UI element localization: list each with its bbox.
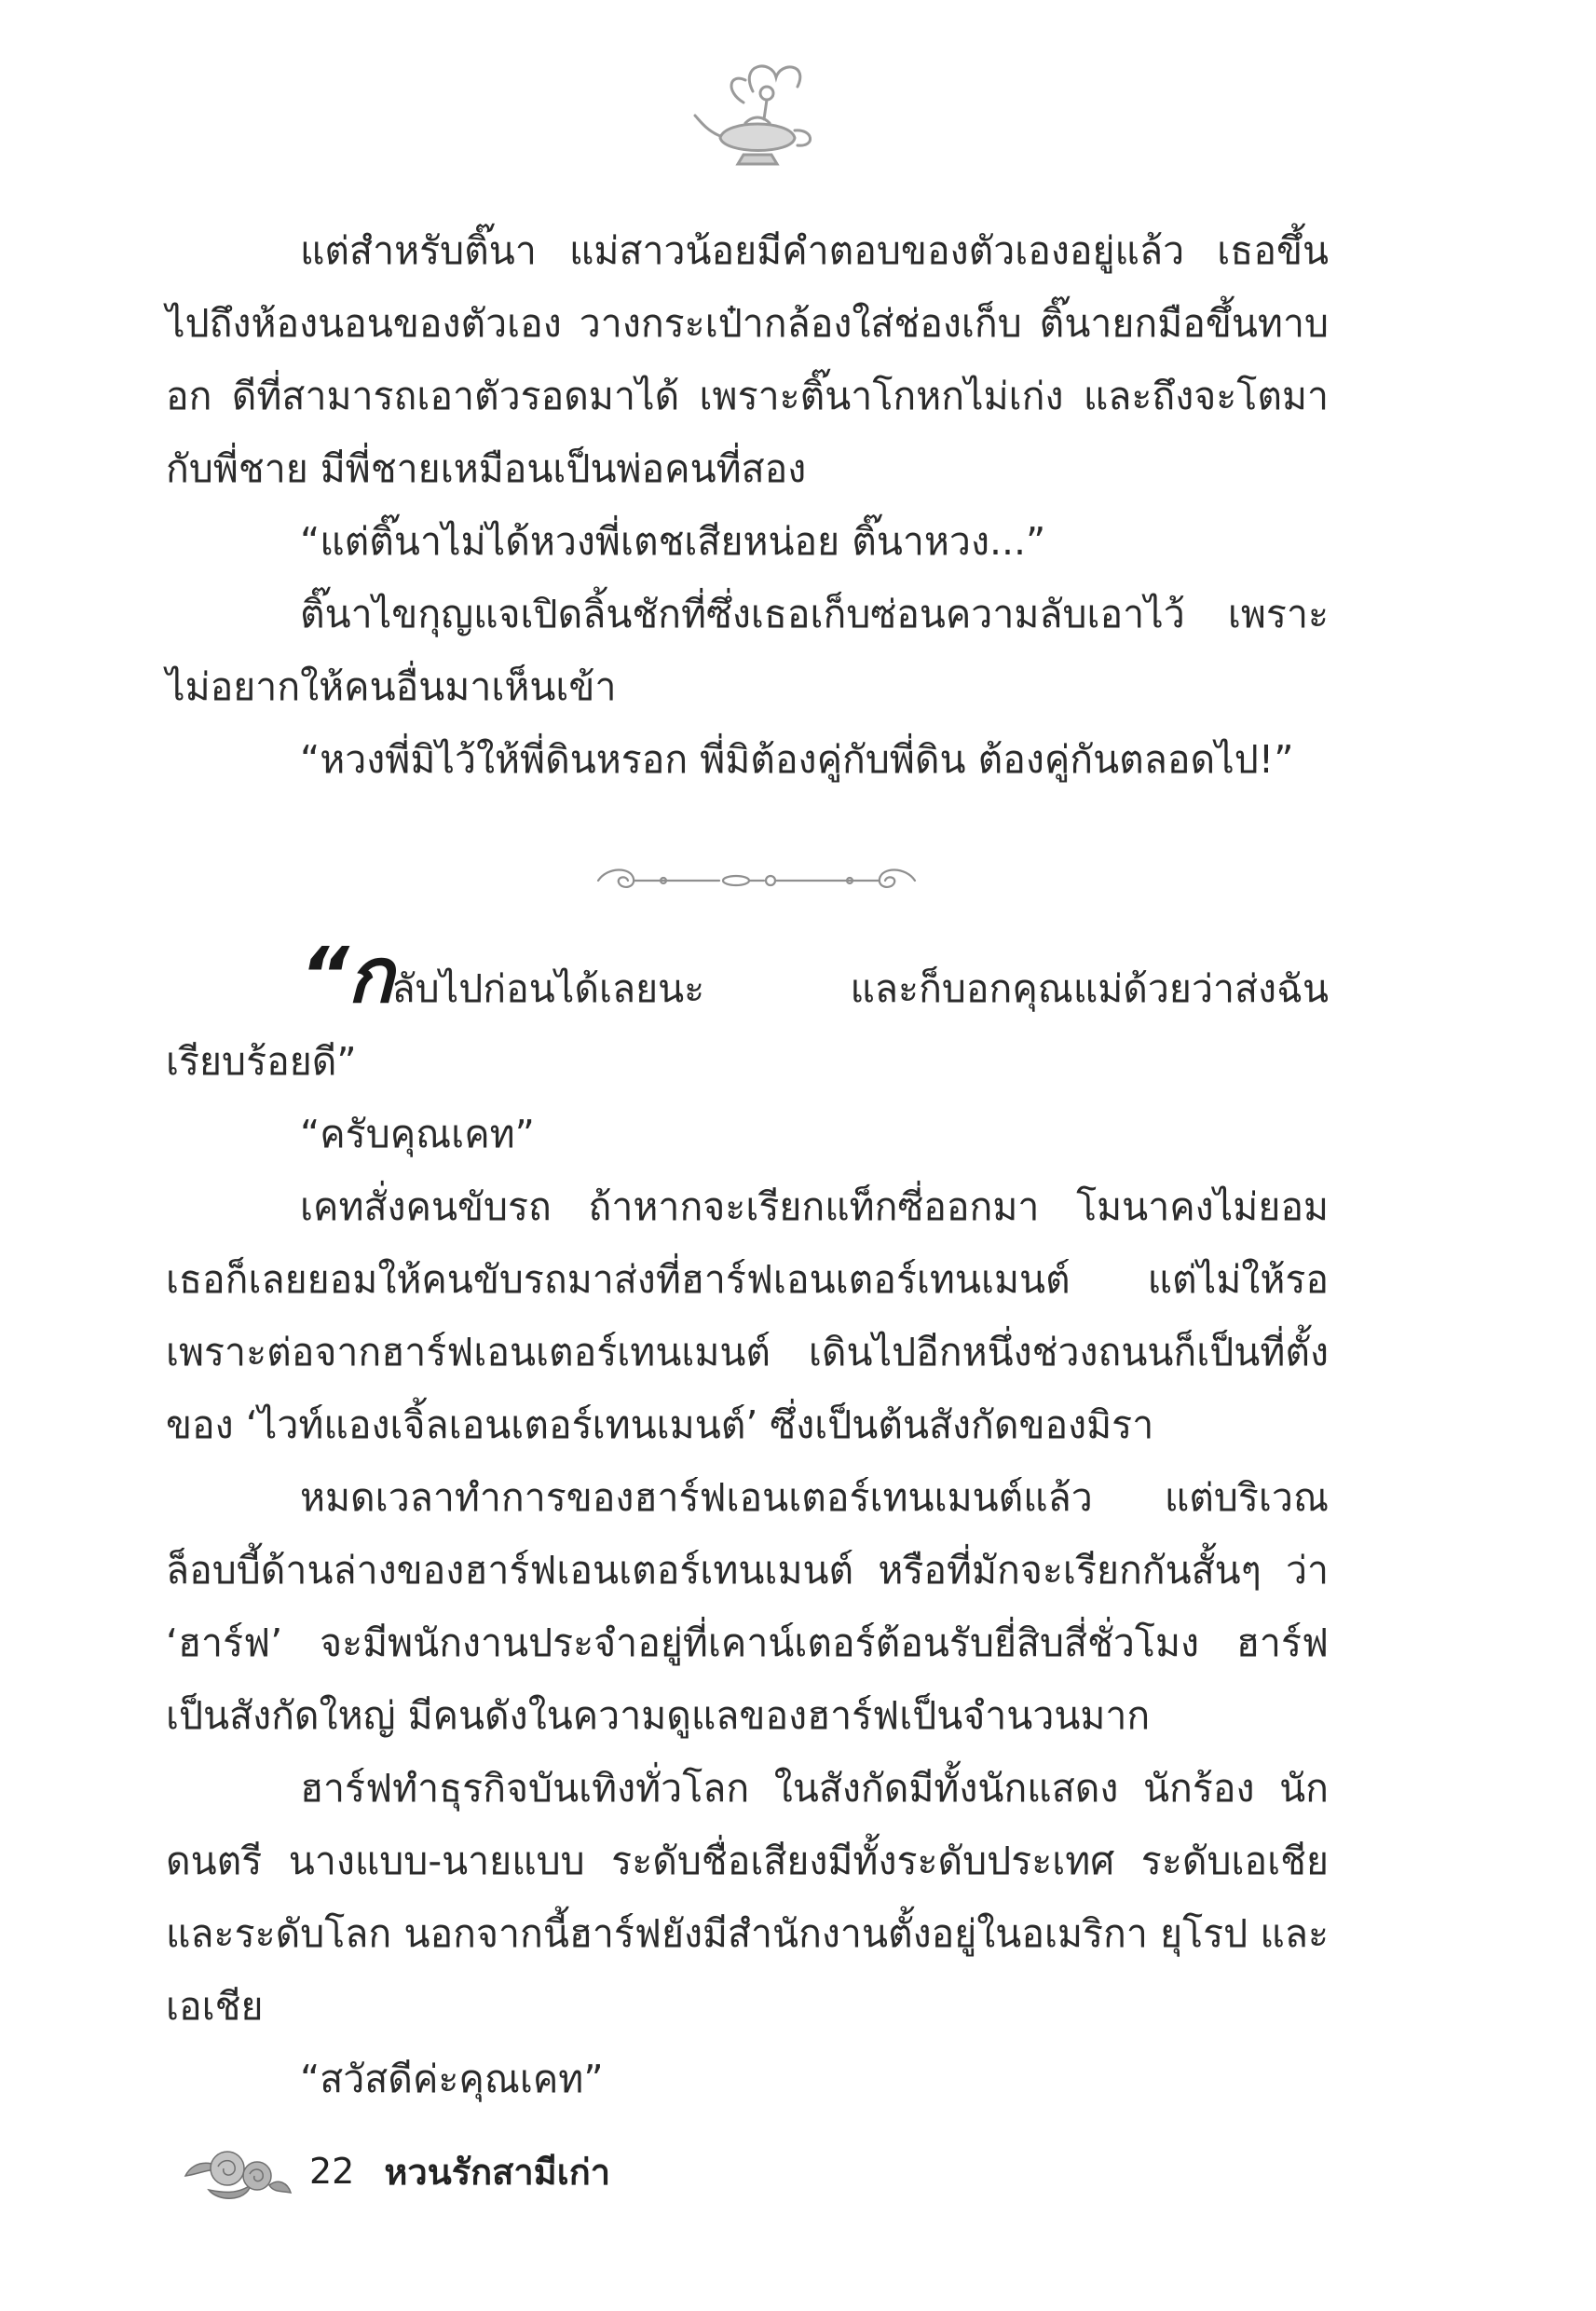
book-title: หวนรักสามีเก่า <box>384 2151 611 2193</box>
teapot-fairy-icon <box>688 54 827 175</box>
paragraph: ฮาร์ฟทำธุรกิจบันเทิงทั่วโลก ในสังกัดมีทั้งนักแสดง นักร้อง นักดนตรี นางแบบ-นายแบบ ระดับชื่อเสียงมีทั้งระดับประเทศ ระดับเอเชีย และระดับโลก นอกจากนี้ฮาร์ฟยังมีสำนักงานตั้งอยู่ในอเมริกา ยุโรป และเอเชีย <box>166 1766 1329 2029</box>
paragraph: ติ๊นาไขกุญแจเปิดลิ้นชักที่ซึ่งเธอเก็บซ่อนความลับเอาไว้ เพราะไม่อยากให้คนอื่นมาเห็นเข้า <box>166 592 1329 709</box>
rose-icon <box>181 2139 293 2204</box>
drop-cap: “ก <box>300 932 392 1020</box>
paragraph: “หวงพี่มิไว้ให้พี่ดินหรอก พี่มิต้องคู่กับพี่ดิน ต้องคู่กันตลอดไป!” <box>300 737 1294 782</box>
page-footer <box>181 2134 610 2208</box>
page-number: 22 <box>309 2151 355 2192</box>
paragraph: เคทสั่งคนขับรถ ถ้าหากจะเรียกแท็กซี่ออกมา โมนาคงไม่ยอมเธอก็เลยยอมให้คนขับรถมาส่งที่ฮาร์ฟเอนเตอร์เทนเมนต์ แต่ไม่ให้รอเพราะต่อจากฮาร์ฟเอนเตอร์เทนเมนต์ เดินไปอีกหนึ่งช่วงถนนก็เป็นที่ตั้งของ ‘ไวท์แองเจิ้ลเอนเตอร์เทนเมนต์’ ซึ่งเป็นต้นสังกัดของมิรา <box>166 1184 1329 1447</box>
paragraph: “สวัสดีค่ะคุณเคท” <box>300 2057 604 2101</box>
flourish-divider-icon <box>589 862 924 899</box>
paragraph-with-drop-cap <box>166 932 1329 1098</box>
paragraph: “ครับคุณเคท” <box>300 1112 535 1156</box>
paragraph: “แต่ติ๊นาไม่ได้หวงพี่เตชเสียหน่อย ติ๊นาหวง...” <box>300 519 1046 564</box>
paragraph-text: ลับไปก่อนได้เลยนะ และก็บอกคุณแม่ด้วยว่าส่งฉันเรียบร้อยดี” <box>166 966 1329 1084</box>
text-section-1 <box>166 214 1329 796</box>
paragraph: แต่สำหรับติ๊นา แม่สาวน้อยมีคำตอบของตัวเองอยู่แล้ว เธอขึ้นไปถึงห้องนอนของตัวเอง วางกระเป๋ากล้องใส่ช่องเก็บ ติ๊นายกมือขึ้นทาบอก ดีที่สามารถเอาตัวรอดมาได้ เพราะติ๊นาโกหกไม่เก่ง และถึงจะโตมากับพี่ชาย มีพี่ชายเหมือนเป็นพ่อคนที่สอง <box>166 228 1329 491</box>
text-section-2 <box>166 932 1329 2115</box>
paragraph: หมดเวลาทำการของฮาร์ฟเอนเตอร์เทนเมนต์แล้ว แต่บริเวณล็อบบี้ด้านล่างของฮาร์ฟเอนเตอร์เทนเมนต์ หรือที่มักจะเรียกกันสั้นๆ ว่า ‘ฮาร์ฟ’ จะมีพนักงานประจำอยู่ที่เคาน์เตอร์ต้อนรับยี่สิบสี่ชั่วโมง ฮาร์ฟเป็นสังกัดใหญ่ มีคนดังในความดูแลของฮาร์ฟเป็นจำนวนมาก <box>166 1475 1329 1738</box>
